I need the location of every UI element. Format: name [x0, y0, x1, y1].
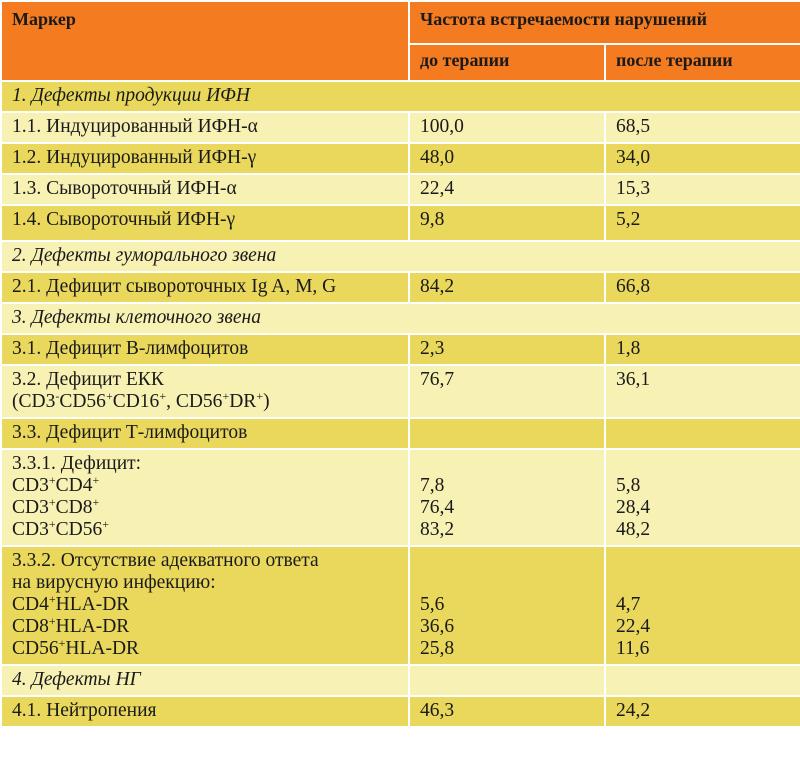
value-line: 5,8 — [616, 475, 641, 496]
table-row — [1, 205, 800, 241]
row-label: 2.1. Дефицит сывороточных Ig A, M, G — [1, 272, 409, 303]
label-part: , CD56 — [166, 391, 223, 412]
label-part: HLA-DR — [55, 616, 130, 637]
value-line: 25,8 — [420, 638, 455, 659]
label-part: ) — [263, 391, 270, 412]
value-before: 48,0 — [409, 143, 605, 174]
row-label-line — [12, 519, 402, 541]
label-part: HLA-DR — [55, 594, 130, 615]
header-after: после терапии — [605, 44, 800, 81]
value-line: 5,6 — [420, 594, 445, 615]
value-before — [409, 418, 605, 449]
table-row — [1, 334, 800, 365]
label-part: CD3 — [12, 497, 49, 518]
row-label-line — [12, 497, 402, 519]
label-sup: + — [48, 473, 56, 487]
label-sup: - — [55, 389, 60, 403]
section-row — [1, 303, 800, 334]
label-sup: + — [102, 517, 109, 531]
label-part: CD8 — [55, 497, 93, 518]
label-part: CD56 — [12, 638, 59, 659]
table-row — [1, 365, 800, 418]
label-part: CD56 — [55, 519, 103, 540]
value-after: 1,8 — [605, 334, 800, 365]
value-before: 9,8 — [409, 205, 605, 241]
label-sup: + — [48, 614, 56, 628]
table-row — [1, 696, 800, 727]
table-row — [1, 112, 800, 143]
section-title: 1. Дефекты продукции ИФН — [1, 81, 800, 112]
label-sup: + — [48, 517, 56, 531]
value-line: 36,6 — [420, 616, 455, 637]
row-label-line: 3.3.1. Дефицит: — [12, 453, 142, 474]
value-after: 68,5 — [605, 112, 800, 143]
label-sup: + — [92, 473, 100, 487]
label-part: CD4 — [55, 475, 93, 496]
value-before: 2,3 — [409, 334, 605, 365]
value-after — [605, 665, 800, 696]
table-row — [1, 418, 800, 449]
header-marker: Маркер — [1, 1, 409, 81]
row-label-line — [12, 475, 402, 497]
label-sup: + — [105, 389, 113, 403]
row-label: 3.3. Дефицит Т-лимфоцитов — [1, 418, 409, 449]
row-label-line: 3.2. Дефицит ЕКК — [12, 369, 164, 390]
value-after: 34,0 — [605, 143, 800, 174]
value-line: 11,6 — [616, 638, 650, 659]
label-sup: + — [92, 495, 100, 509]
value-line: 83,2 — [420, 519, 455, 540]
label-sup: + — [48, 495, 56, 509]
value-before: 22,4 — [409, 174, 605, 205]
row-label: 4.1. Нейтропения — [1, 696, 409, 727]
label-part: CD3 — [12, 475, 49, 496]
value-line: 48,2 — [616, 519, 651, 540]
value-before — [409, 665, 605, 696]
label-sup: + — [256, 389, 264, 403]
header-before: до терапии — [409, 44, 605, 81]
value-before: 100,0 — [409, 112, 605, 143]
section-row — [1, 81, 800, 112]
value-line: 76,4 — [420, 497, 455, 518]
value-line: 4,7 — [616, 594, 641, 615]
label-sup: + — [222, 389, 230, 403]
row-label-line — [12, 391, 402, 413]
row-label: 1.3. Сывороточный ИФН-α — [1, 174, 409, 205]
section-row — [1, 241, 800, 272]
value-after: 66,8 — [605, 272, 800, 303]
row-label-line — [12, 594, 402, 616]
label-part: CD16 — [112, 391, 160, 412]
header-row — [1, 1, 800, 44]
header-frequency: Частота встречаемости нарушений — [409, 1, 800, 44]
section-title: 2. Дефекты гуморального звена — [1, 241, 800, 272]
value-line: 28,4 — [616, 497, 651, 518]
value-after — [605, 546, 800, 665]
row-label-line — [12, 638, 402, 660]
table-row — [1, 546, 800, 665]
label-part: DR — [229, 391, 257, 412]
value-after: 36,1 — [605, 365, 800, 418]
label-sup: + — [58, 636, 66, 650]
table-row — [1, 174, 800, 205]
label-part: CD4 — [12, 594, 49, 615]
section-title: 3. Дефекты клеточного звена — [1, 303, 800, 334]
label-part: CD8 — [12, 616, 49, 637]
value-before — [409, 449, 605, 546]
value-line: 22,4 — [616, 616, 651, 637]
label-part: CD56 — [59, 391, 106, 412]
row-label-line — [12, 616, 402, 638]
value-line: 7,8 — [420, 475, 445, 496]
row-label-line: на вирусную инфекцию: — [12, 572, 216, 593]
row-label-line: 3.3.2. Отсутствие адекватного ответа — [12, 550, 319, 571]
section-title: 4. Дефекты НГ — [1, 665, 409, 696]
row-label: 1.2. Индуцированный ИФН-γ — [1, 143, 409, 174]
row-label — [1, 449, 409, 546]
row-label — [1, 365, 409, 418]
label-part: HLA-DR — [65, 638, 140, 659]
value-after: 24,2 — [605, 696, 800, 727]
section-row — [1, 665, 800, 696]
label-part: CD3 — [12, 519, 49, 540]
value-after: 5,2 — [605, 205, 800, 241]
label-sup: + — [159, 389, 167, 403]
value-before: 76,7 — [409, 365, 605, 418]
row-label: 3.1. Дефицит В-лимфоцитов — [1, 334, 409, 365]
row-label: 1.4. Сывороточный ИФН-γ — [1, 205, 409, 241]
label-part: (CD3 — [12, 391, 56, 412]
value-after — [605, 418, 800, 449]
value-after — [605, 449, 800, 546]
value-before: 46,3 — [409, 696, 605, 727]
row-label — [1, 546, 409, 665]
value-after: 15,3 — [605, 174, 800, 205]
table-row — [1, 143, 800, 174]
table-row — [1, 272, 800, 303]
row-label: 1.1. Индуцированный ИФН-α — [1, 112, 409, 143]
value-before: 84,2 — [409, 272, 605, 303]
value-before — [409, 546, 605, 665]
table-row — [1, 449, 800, 546]
label-sup: + — [48, 592, 56, 606]
